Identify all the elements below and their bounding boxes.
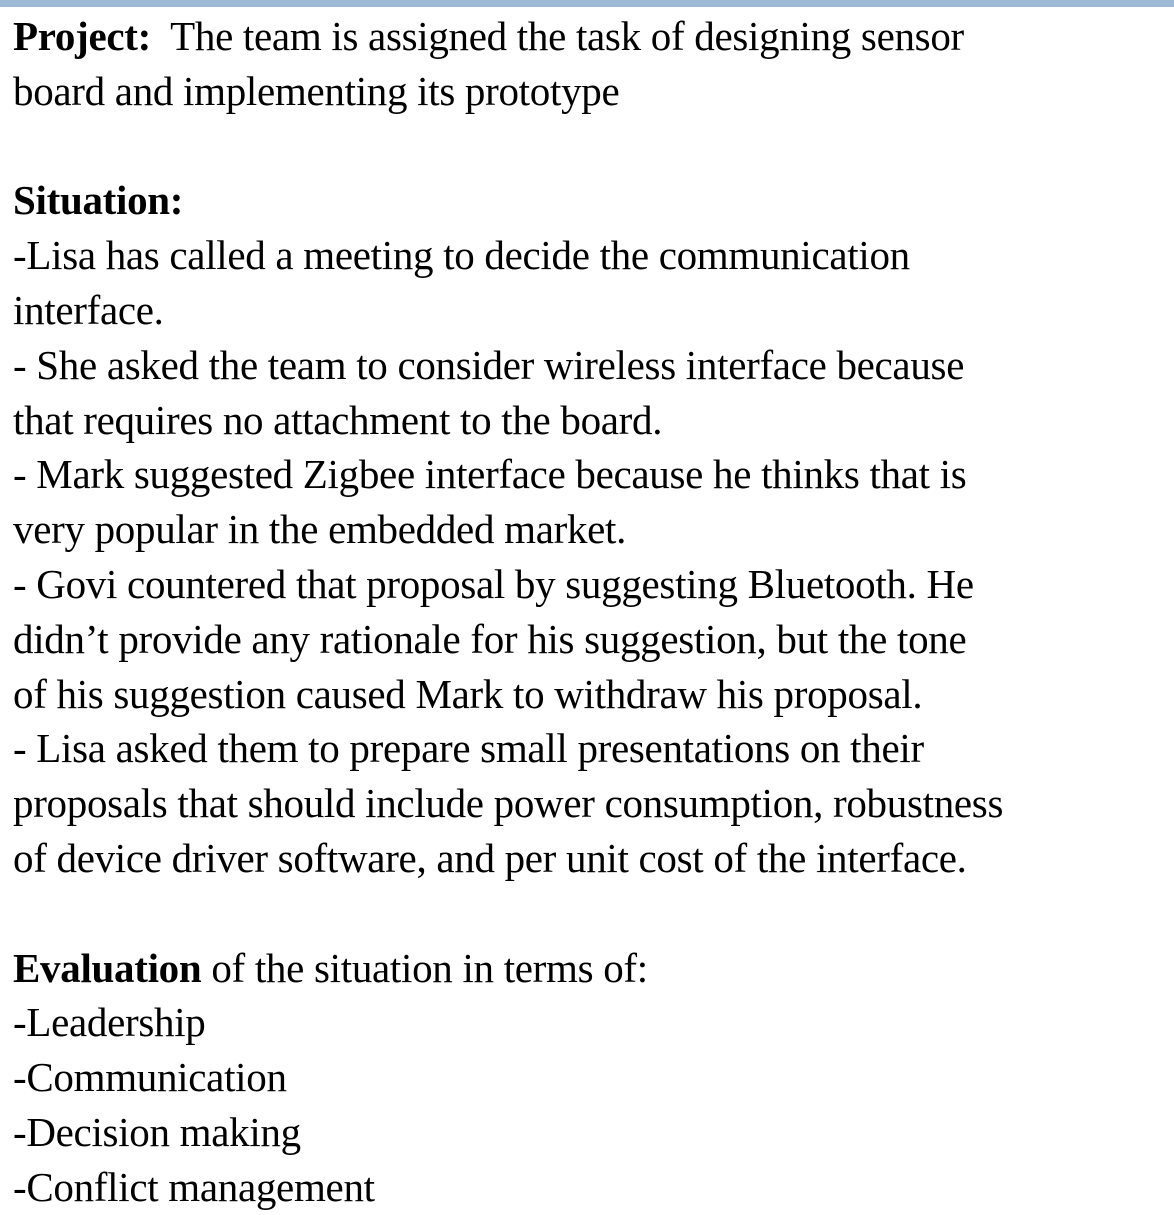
situation-heading (13, 173, 1168, 228)
evaluation-item: -Decision making (13, 1108, 301, 1155)
situation-line: of his suggestion caused Mark to withdraw his proposal. (13, 670, 923, 717)
situation-line: - She asked the team to consider wireless interface because (13, 341, 965, 388)
situation-line: very popular in the embedded market. (13, 506, 627, 553)
evaluation-heading (13, 941, 1168, 996)
situation-line: - Mark suggested Zigbee interface because he thinks that is (13, 451, 967, 498)
evaluation-item: -Leadership (13, 999, 206, 1046)
situation-line: -Lisa has called a meeting to decide the communication (13, 232, 910, 279)
top-border (0, 0, 1174, 7)
project-label: Project: (13, 13, 151, 59)
evaluation-text: of the situation in terms of: (201, 944, 648, 991)
situation-line: proposals that should include power consumption, robustness (13, 780, 1004, 827)
document-body (13, 9, 1168, 1215)
situation-line: - Lisa asked them to prepare small presentations on their (13, 725, 924, 772)
evaluation-item: -Conflict management (13, 1163, 375, 1210)
spacer (13, 886, 1168, 941)
situation-line: that requires no attachment to the board. (13, 396, 663, 443)
spacer (13, 119, 1168, 174)
project-text-1: The team is assigned the task of designing sensor (170, 13, 964, 59)
situation-line: of device driver software, and per unit cost of the interface. (13, 834, 967, 881)
situation-line: - Govi countered that proposal by suggesting Bluetooth. He (13, 560, 974, 607)
situation-line: interface. (13, 286, 164, 333)
project-line-1 (13, 9, 1168, 64)
situation-label: Situation: (13, 177, 184, 224)
evaluation-label: Evaluation (13, 944, 202, 991)
evaluation-item: -Communication (13, 1054, 287, 1101)
situation-line: didn’t provide any rationale for his suggestion, but the tone (13, 615, 967, 662)
project-line-2: board and implementing its prototype (13, 67, 620, 114)
